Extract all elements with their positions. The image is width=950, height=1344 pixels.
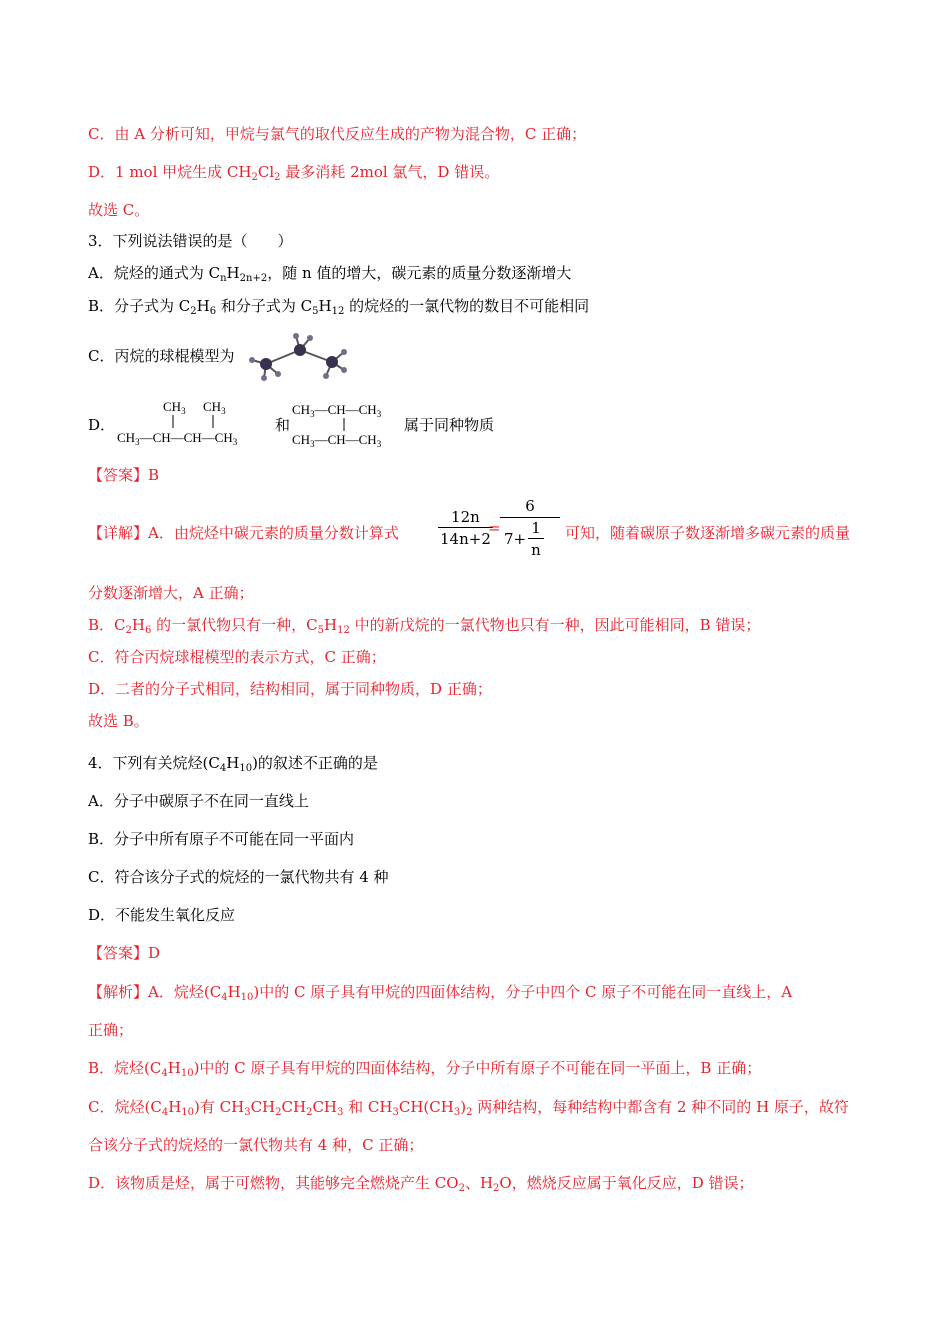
answer-4: 【答案】D	[88, 944, 161, 962]
analysis-4-b: B．烷烃$(C_4H_{10})$中的 C 原子具有甲烷的四面体结构，分子中所有原子不可能在同一平面上，B 正确；	[88, 1059, 762, 1079]
choose-b: 故选 B。	[88, 712, 149, 730]
svg-text:CH3—CH—CH—CH3: $CH_3—CH—CH—CH_3$	[117, 430, 238, 447]
question-4: 4．下列有关烷烃$(C_4H_{10})$的叙述不正确的是	[88, 754, 378, 774]
propane-ball-stick-model	[244, 330, 354, 385]
q4-option-d: D．不能发生氧化反应	[88, 906, 236, 924]
analysis-4-d: D．该物质是烃，属于可燃物，其能够完全燃烧产生 $CO_2$、$H_2O$，燃烧反应属于氧化反应，D 错误；	[88, 1174, 754, 1194]
analysis-4-c-end: 合该分子式的烷烃的一氯代物共有 4 种，C 正确；	[88, 1136, 424, 1154]
carbon-fraction-formula: $\frac{12n}{14n+2}$ = 6 7+ 1 n	[436, 495, 560, 565]
structure-right	[290, 398, 405, 450]
q3-option-a: A．烷烃的通式为 $C_nH_{2n+2}$，随 n 值的增大，碳元素的质量分数逐渐增大	[88, 264, 572, 284]
q4-option-a: A．分子中碳原子不在同一直线上	[88, 792, 309, 810]
analysis-4-c: C．烷烃$(C_4H_{10})$有 $CH_3CH_2CH_2CH_3$ 和 $CH_3CH(CH_3)_2$ 两种结构，每种结构中都含有 2 种不同的 H 原子，故符	[88, 1098, 849, 1118]
line-d-analysis: D．1 mol 甲烷生成 $CH_2Cl_2$ 最多消耗 2mol 氯气，D 错误。	[88, 163, 500, 183]
detail-3-a-end: 分数逐渐增大，A 正确；	[88, 584, 254, 602]
svg-text:CH3: $CH_3$	[203, 399, 226, 416]
detail-3-a-cont: 可知，随着碳原子数逐渐增多碳元素的质量	[565, 524, 851, 542]
detail-3-d: D．二者的分子式相同，结构相同，属于同种物质，D 正确；	[88, 680, 492, 698]
q3-option-d: D．	[88, 416, 116, 434]
svg-text:CH3: $CH_3$	[163, 399, 186, 416]
q4-option-c: C．符合该分子式的烷烃的一氯代物共有 4 种	[88, 868, 389, 886]
and-word: 和	[275, 416, 291, 434]
q3-option-b: B．分子式为 $C_2H_6$ 和分子式为 $C_5H_{12}$ 的烷烃的一氯代物的数目不可能相同	[88, 297, 590, 317]
svg-text:CH3—CH—CH3: $CH_3—CH—CH_3$	[292, 402, 382, 419]
question-3: 3．下列说法错误的是（ ）	[88, 232, 293, 250]
same-substance: 属于同种物质	[404, 416, 495, 434]
detail-3-a: 【详解】A．由烷烃中碳元素的质量分数计算式	[88, 524, 399, 542]
analysis-4-a: 【解析】A．烷烃$(C_4H_{10})$中的 C 原子具有甲烷的四面体结构，分子中四个 C 原子不可能在同一直线上，A	[88, 983, 793, 1003]
detail-3-c: C．符合丙烷球棍模型的表示方式，C 正确；	[88, 648, 386, 666]
structure-2-3-dimethylbutane	[115, 395, 275, 450]
line-c-analysis: C．由 A 分析可知，甲烷与氯气的取代反应生成的产物为混合物，C 正确；	[88, 125, 587, 143]
answer-3: 【答案】B	[88, 466, 160, 484]
detail-3-b: B．$C_2H_6$ 的一氯代物只有一种，$C_5H_{12}$ 中的新戊烷的一氯代物也只有一种，因此可能相同，B 错误；	[88, 616, 761, 636]
q3-option-c: C．丙烷的球棍模型为	[88, 347, 235, 365]
q4-option-b: B．分子中所有原子不可能在同一平面内	[88, 830, 355, 848]
svg-text:CH3—CH—CH3: $CH_3—CH—CH_3$	[292, 432, 382, 449]
analysis-4-a-end: 正确；	[88, 1021, 134, 1039]
choose-c: 故选 C。	[88, 201, 150, 219]
